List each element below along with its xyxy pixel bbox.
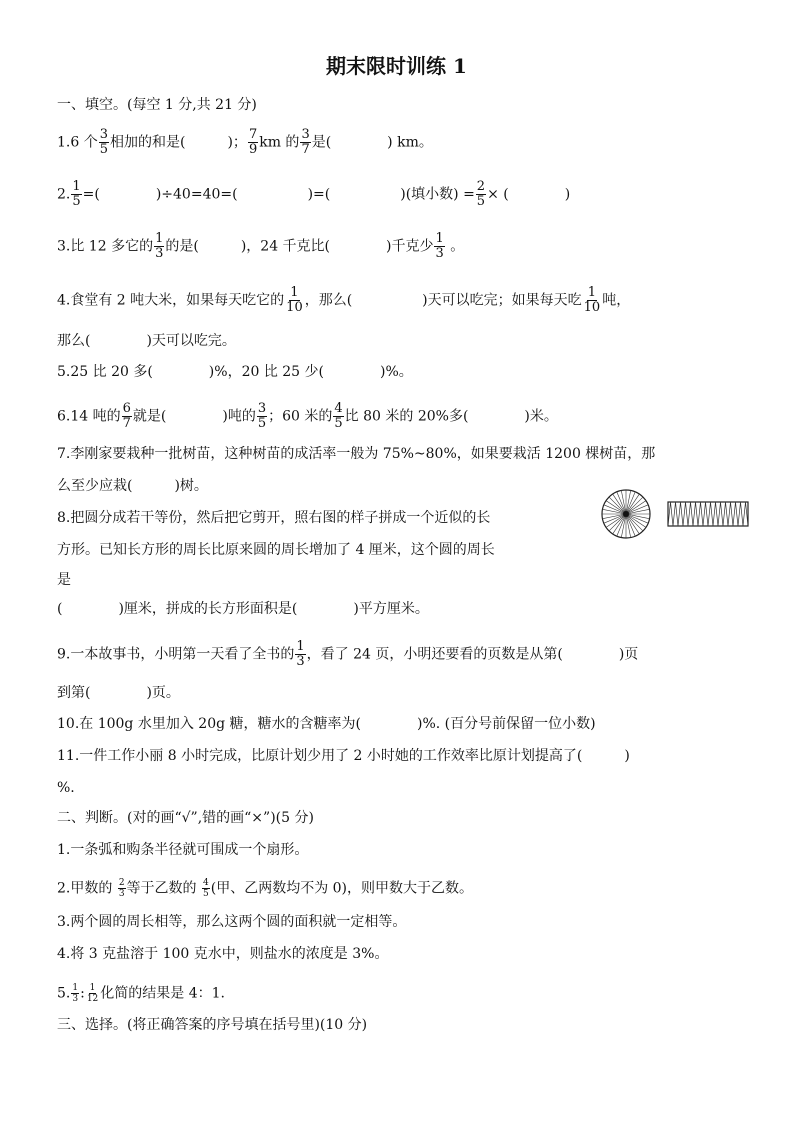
question-1-5: 5.25 比 20 多( )%，20 比 25 少( )%。 [57, 364, 413, 380]
question-2-2: 2.甲数的 $\frac{2}{3}$ 等于乙数的 $\frac{4}{5}$ (甲、乙两数均不为 0)，则甲数大于乙数。 [57, 878, 474, 899]
fraction: $\frac{4}{5}$ [334, 401, 343, 431]
fraction: $\frac{1}{12}$ [86, 983, 99, 1004]
question-1-8-line-2: 方形。已知长方形的周长比原来圆的周长增加了 4 厘米，这个圆的周长 [57, 542, 495, 558]
question-1-2: 2. $\frac{1}{5}$ =( )÷40=40=( )=( )(填小数) = $\frac{2}{5}$ × ( ) [57, 179, 571, 209]
question-1-8-line-4: ( )厘米，拼成的长方形面积是( )平方厘米。 [57, 601, 429, 617]
fraction: $\frac{2}{5}$ [476, 179, 486, 209]
fraction: $\frac{1}{10}$ [286, 285, 303, 315]
question-1-9: 9.一本故事书，小明第一天看了全书的 $\frac{1}{3}$ ，看了 24 页，小明还要看的页数是从第( )页 [57, 639, 639, 669]
fraction: $\frac{1}{3}$ [435, 231, 444, 261]
section-1-heading: 一、填空。(每空 1 分,共 21 分) [57, 97, 257, 113]
divided-circle-figure [600, 488, 652, 540]
page-title: 期末限时训练 1 [326, 54, 467, 78]
question-1-4-continued: 那么( )天可以吃完。 [57, 333, 236, 349]
fraction: $\frac{1}{3}$ [155, 231, 164, 261]
fraction: $\frac{3}{5}$ [99, 127, 108, 157]
question-1-4: 4.食堂有 2 吨大米，如果每天吃它的 $\frac{1}{10}$ ，那么( )天可以吃完；如果每天吃 $\frac{1}{10}$ 吨， [57, 285, 631, 315]
question-2-3: 3.两个圆的周长相等，那么这两个圆的面积就一定相等。 [57, 914, 407, 930]
fraction: $\frac{4}{5}$ [203, 878, 209, 899]
question-1-3: 3.比 12 多它的 $\frac{1}{3}$ 的是( )，24 千克比( )千克少 $\frac{1}{3}$ 。 [57, 231, 465, 261]
section-2-heading: 二、判断。(对的画“√”,错的画“×”)(5 分) [57, 810, 314, 826]
fraction: $\frac{1}{3}$ [72, 983, 79, 1004]
fraction: $\frac{3}{7}$ [301, 127, 310, 157]
question-1-6: 6.14 吨的 $\frac{6}{7}$ 就是( )吨的 $\frac{3}{5}$ ；60 米的 $\frac{4}{5}$ 比 80 米的 20%多( )米。 [57, 401, 558, 431]
question-2-5: 5. $\frac{1}{3}$ : $\frac{1}{12}$ 化简的结果是 4：1. [57, 983, 225, 1004]
question-1-1: 1.6 个 $\frac{3}{5}$ 相加的和是( )； $\frac{7}{9}$ km 的 $\frac{3}{7}$ 是( ) km。 [57, 127, 433, 157]
question-2-4: 4.将 3 克盐溶于 100 克水中，则盐水的浓度是 3%。 [57, 946, 389, 962]
approximate-rectangle-figure [667, 501, 749, 527]
question-1-7: 7.李刚家要栽种一批树苗，这种树苗的成活率一般为 75%~80%，如果要栽活 1200 棵树苗，那 [57, 446, 656, 462]
fraction: $\frac{1}{5}$ [72, 179, 81, 209]
question-1-9-continued: 到第( )页。 [57, 685, 180, 701]
section-3-heading: 三、选择。(将正确答案的序号填在括号里)(10 分) [57, 1017, 368, 1033]
question-1-11-continued: %. [57, 780, 75, 796]
fraction: $\frac{1}{10}$ [583, 285, 601, 315]
fraction: $\frac{1}{3}$ [296, 639, 305, 669]
fraction: $\frac{2}{3}$ [118, 878, 125, 899]
question-1-8-line-3: 是 [57, 572, 71, 588]
question-2-1: 1.一条弧和购条半径就可围成一个扇形。 [57, 842, 309, 858]
fraction: $\frac{7}{9}$ [248, 127, 258, 157]
fraction: $\frac{6}{7}$ [122, 401, 131, 431]
question-1-7-continued: 么至少应栽( )树。 [57, 478, 208, 494]
question-1-11: 11.一件工作小丽 8 小时完成，比原计划少用了 2 小时她的工作效率比原计划提高了( ) [57, 748, 630, 764]
fraction: $\frac{3}{5}$ [257, 401, 267, 431]
question-1-8: 8.把圆分成若干等份，然后把它剪开，照右图的样子拼成一个近似的长 [57, 510, 491, 526]
question-1-10: 10.在 100g 水里加入 20g 糖，糖水的含糖率为( )%. (百分号前保留一位小数) [57, 716, 596, 732]
